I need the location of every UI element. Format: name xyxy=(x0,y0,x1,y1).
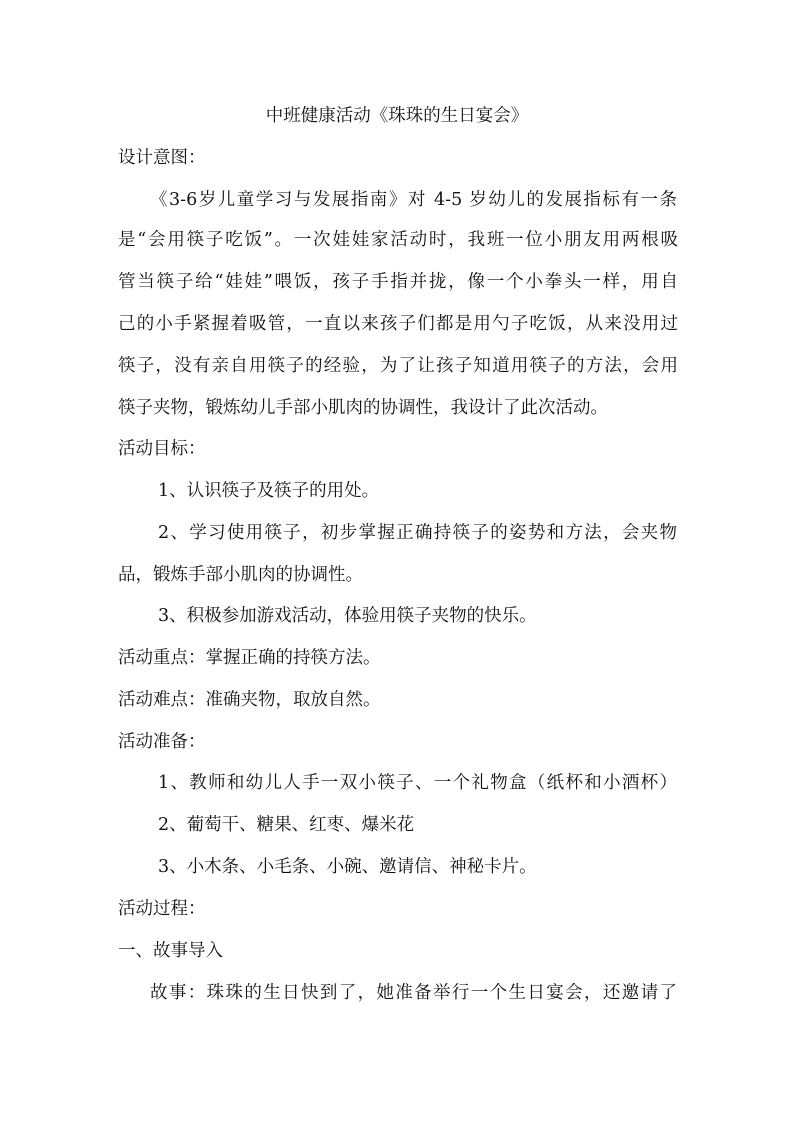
goal-item: 1、认识筷子及筷子的用处。 xyxy=(158,481,380,501)
design-intent-line: 筷子，没有亲自用筷子的经验，为了让孩子知道用筷子的方法，会用 xyxy=(118,356,678,376)
design-intent-line: 筷子夹物，锻炼幼儿手部小肌肉的协调性，我设计了此次活动。 xyxy=(118,398,608,418)
design-intent-line: 管当筷子给“娃娃”喂饭，孩子手指并拢，像一个小拳头一样，用自 xyxy=(118,272,678,292)
section-heading: 一、故事导入 xyxy=(118,941,223,961)
process-heading: 活动过程： xyxy=(118,899,206,919)
difficulty: 活动难点：准确夹物，取放自然。 xyxy=(118,690,381,710)
design-intent-line: 己的小手紧握着吸管，一直以来孩子们都是用勺子吃饭，从来没用过 xyxy=(118,314,678,334)
preparation-item: 1、教师和幼儿人手一双小筷子、一个礼物盒（纸杯和小酒杯） xyxy=(158,773,677,793)
design-intent-line: 《3-6岁儿童学习与发展指南》对 4-5 岁幼儿的发展指标有一条 xyxy=(150,190,677,210)
design-intent-line: 是“会用筷子吃饭”。一次娃娃家活动时，我班一位小朋友用两根吸 xyxy=(118,230,678,250)
goal-item: 2、学习使用筷子，初步掌握正确持筷子的姿势和方法，会夹物 xyxy=(158,523,677,543)
goal-item-continued: 品，锻炼手部小肌肉的协调性。 xyxy=(118,565,363,585)
goal-item: 3、积极参加游戏活动，体验用筷子夹物的快乐。 xyxy=(158,606,537,626)
story-line: 故事：珠珠的生日快到了，她准备举行一个生日宴会，还邀请了 xyxy=(150,983,677,1003)
preparation-heading: 活动准备： xyxy=(118,732,206,752)
design-intent-heading: 设计意图： xyxy=(118,148,206,168)
document-title: 中班健康活动《珠珠的生日宴会》 xyxy=(265,106,529,126)
key-point: 活动重点：掌握正确的持筷方法。 xyxy=(118,648,381,668)
preparation-item: 3、小木条、小毛条、小碗、邀请信、神秘卡片。 xyxy=(158,857,537,877)
preparation-item: 2、葡萄干、糖果、红枣、爆米花 xyxy=(158,815,415,835)
goals-heading: 活动目标： xyxy=(118,439,206,459)
